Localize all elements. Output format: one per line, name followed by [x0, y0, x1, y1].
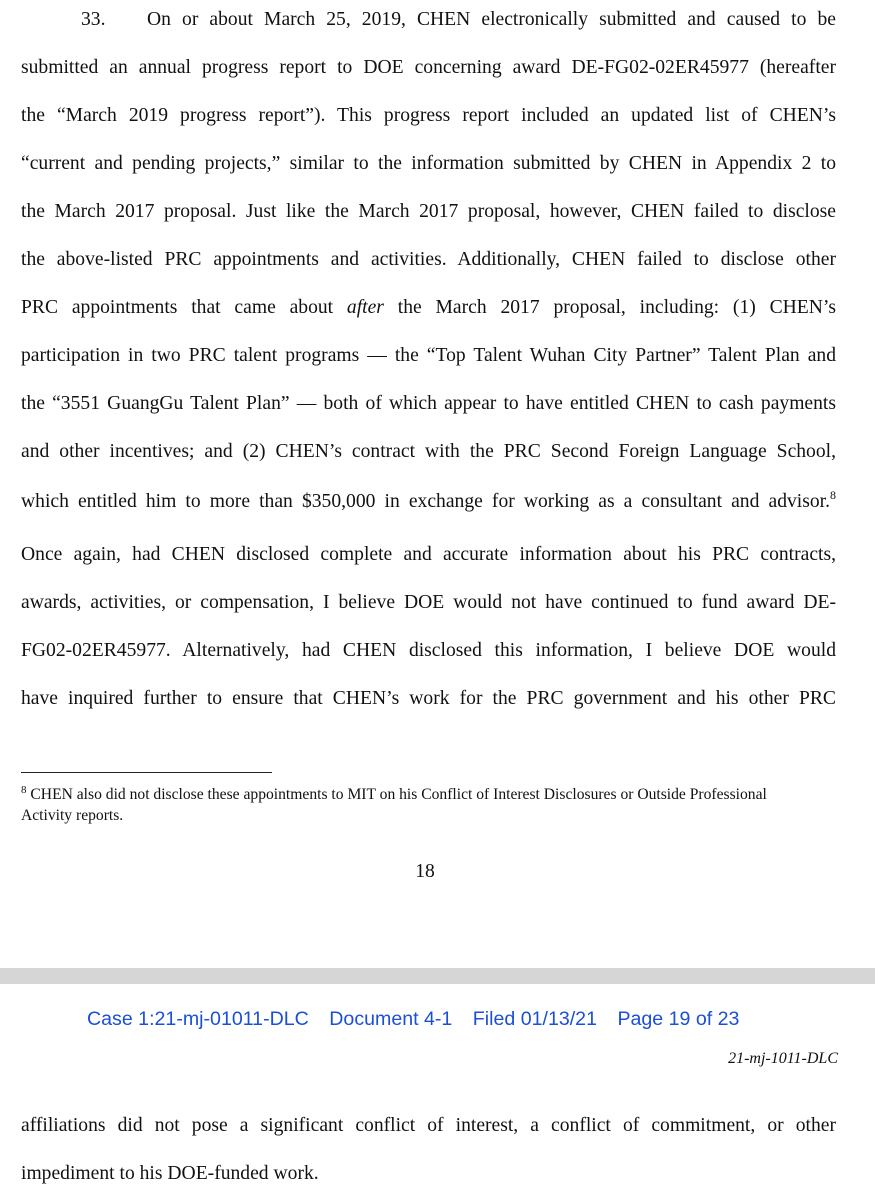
line-7-before: PRC appointments that came about: [21, 297, 347, 318]
footnote-reference: 8: [830, 488, 836, 502]
line-11-text: which entitled him to more than $350,000 in exchange for working as a consultant and advisor.: [21, 491, 830, 512]
para-33-line-7: [21, 296, 836, 320]
para-33-line-12: Once again, had CHEN disclosed complete and accurate information about his PRC contracts,: [21, 544, 836, 565]
footnote-divider: [21, 772, 272, 773]
para-33-line-5: the March 2017 proposal. Just like the March 2017 proposal, however, CHEN failed to disclose: [21, 201, 836, 222]
page-19-line-2: impediment to his DOE-funded work.: [21, 1163, 319, 1184]
italic-after: after: [346, 297, 384, 318]
para-33-line-14: FG02-02ER45977. Alternatively, had CHEN disclosed this information, I believe DOE would: [21, 640, 836, 661]
page-number: 18: [415, 861, 435, 882]
para-33-line-13: awards, activities, or compensation, I believe DOE would not have continued to fund award DE-: [21, 592, 836, 613]
footnote-marker: 8: [21, 784, 27, 796]
para-33-line-11: [21, 490, 836, 514]
para-33-line-9: the “3551 GuangGu Talent Plan” — both of which appear to have entitled CHEN to cash payments: [21, 393, 836, 414]
case-header: [87, 1007, 787, 1031]
para-33-line-10: and other incentives; and (2) CHEN’s contract with the PRC Second Foreign Language School,: [21, 441, 836, 462]
para-33-line-8: participation in two PRC talent programs — the “Top Talent Wuhan City Partner” Talent Plan and: [21, 345, 836, 366]
document-number: 21-mj-1011-DLC: [728, 1050, 838, 1067]
para-33-line-2: submitted an annual progress report to DOE concerning award DE-FG02-02ER45977 (hereafter: [21, 57, 836, 78]
para-line-text: On or about March 25, 2019, CHEN electronically submitted and caused to be: [147, 9, 836, 30]
footnote-line-2: Activity reports.: [21, 807, 124, 824]
header-case: Case 1:21-mj-01011-DLC: [87, 1008, 309, 1030]
para-33-line-15: have inquired further to ensure that CHEN’s work for the PRC government and his other PRC: [21, 688, 836, 709]
para-33-line-6: the above-listed PRC appointments and activities. Additionally, CHEN failed to disclose other: [21, 249, 836, 270]
footnote-text: CHEN also did not disclose these appointments to MIT on his Conflict of Interest Disclosures or Outside Professional: [30, 786, 767, 803]
header-filed: Filed 01/13/21: [472, 1008, 597, 1030]
page-19-line-1: affiliations did not pose a significant conflict of interest, a conflict of commitment, or other: [21, 1115, 836, 1136]
para-33-line-3: the “March 2019 progress report”). This progress report included an updated list of CHEN’s: [21, 105, 836, 126]
para-33-line-4: “current and pending projects,” similar to the information submitted by CHEN in Appendix 2 to: [21, 153, 836, 174]
paragraph-number: 33.: [81, 9, 106, 30]
header-page: Page 19 of 23: [617, 1008, 740, 1030]
footnote-line-1: [21, 784, 836, 805]
line-7-after: the March 2017 proposal, including: (1) CHEN’s: [383, 297, 836, 318]
page-separator: [0, 968, 875, 984]
header-document: Document 4-1: [329, 1008, 453, 1030]
